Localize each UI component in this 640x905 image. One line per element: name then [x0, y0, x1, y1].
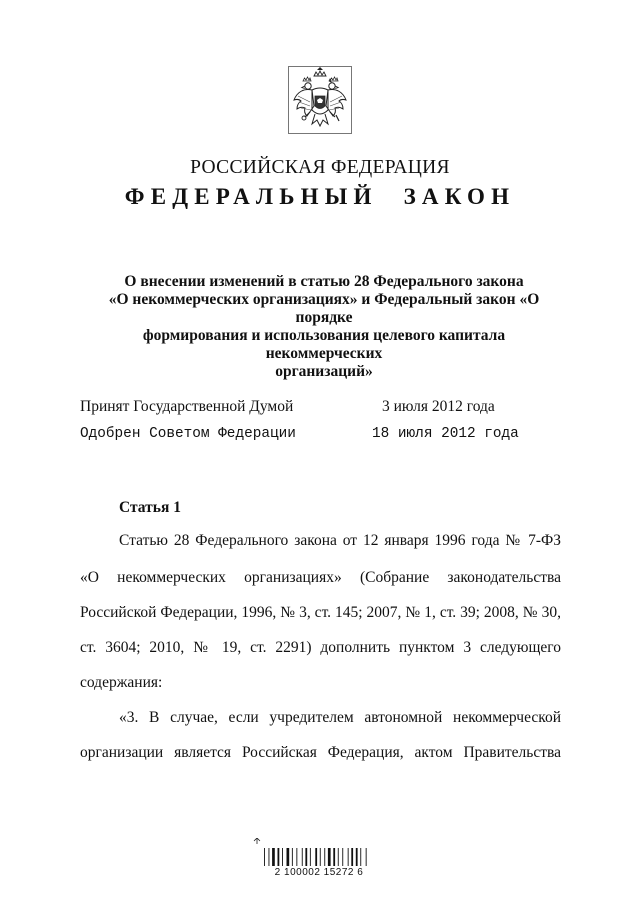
- duma-adoption-date: 3 июля 2012 года: [382, 398, 495, 415]
- article-text-line: Российской Федерации, 1996, № 3, ст. 145; 2007, № 1, ст. 39; 2008, № 30,: [80, 604, 561, 621]
- article-text-line: содержания:: [80, 674, 163, 691]
- duma-adoption-label: Принят Государственной Думой: [80, 398, 294, 415]
- article-text-line: «3. В случае, если учредителем автономной некоммерческой: [119, 709, 561, 726]
- article-text-line: ст. 3604; 2010, № 19, ст. 2291) дополнить пунктом 3 следующего: [80, 639, 561, 656]
- council-approval-label: Одобрен Советом Федерации: [80, 426, 296, 442]
- subject-line: О внесении изменений в статью 28 Федерального закона: [124, 273, 524, 290]
- subject-line: «О некоммерческих организациях» и Федеральный закон «О порядке: [108, 291, 540, 326]
- law-subject-title: [88, 273, 560, 381]
- country-name: РОССИЙСКАЯ ФЕДЕРАЦИЯ: [190, 157, 450, 178]
- coat-of-arms-icon: [288, 66, 352, 134]
- subject-line: организаций»: [275, 363, 373, 380]
- barcode-number: 2 100002 15272 6: [274, 867, 364, 878]
- article-heading: Статья 1: [119, 499, 181, 516]
- article-text-line: организации является Российская Федерация, актом Правительства: [80, 744, 561, 761]
- document-type-title: ФЕДЕРАЛЬНЫЙ ЗАКОН: [124, 184, 516, 209]
- subject-line: формирования и использования целевого капитала некоммерческих: [142, 327, 506, 362]
- article-text-line: Статью 28 Федерального закона от 12 января 1996 года № 7-ФЗ: [119, 532, 561, 549]
- article-text-line: «О некоммерческих организациях» (Собрание законодательства: [80, 569, 561, 586]
- barcode-icon: [252, 838, 386, 888]
- council-approval-date: 18 июля 2012 года: [372, 426, 519, 442]
